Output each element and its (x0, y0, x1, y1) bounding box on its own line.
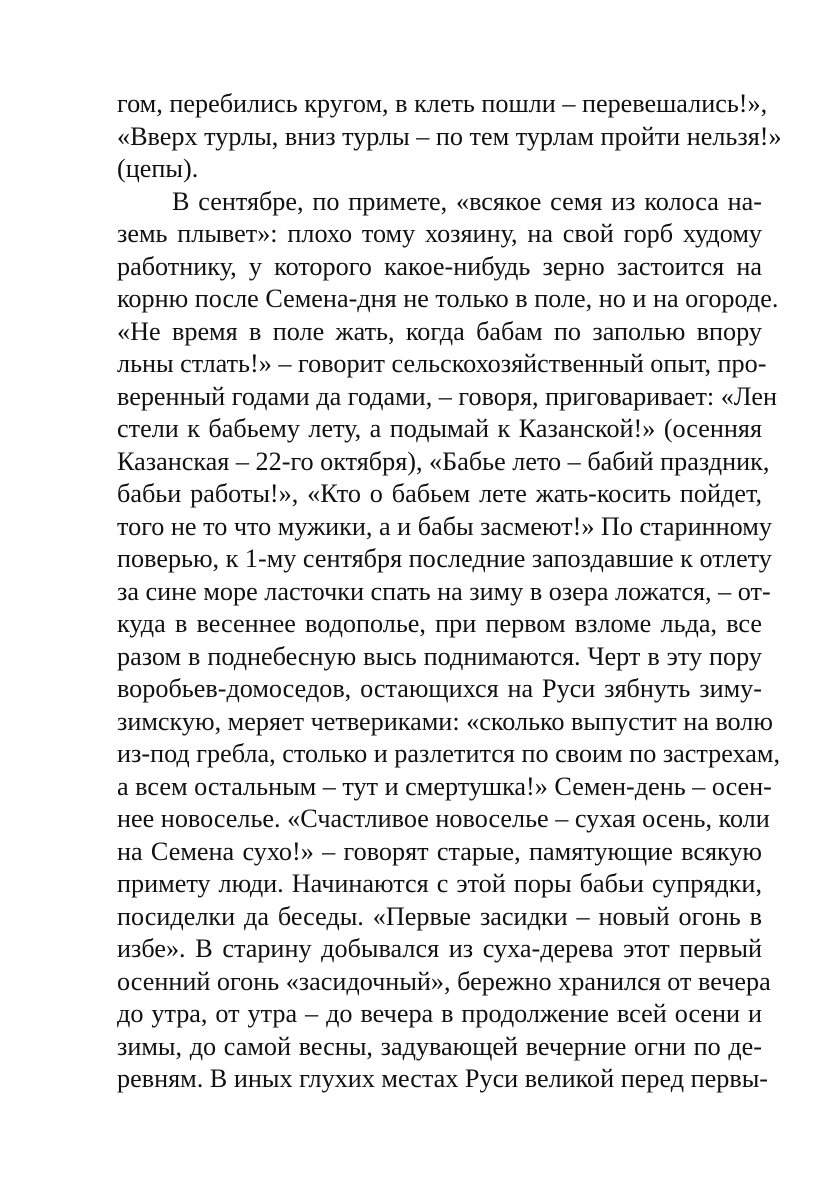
page-text-block (117, 88, 782, 1096)
text-line: «Вверх турлы, вниз турлы – по тем турлам пройти нельзя!» (117, 121, 782, 151)
text-line: Казанская – 22-го октября), «Бабье лето – бабий праздник, (117, 446, 770, 476)
text-line: гом, перебились кругом, в клеть пошли – перевешались!», (117, 89, 768, 118)
text-line: а всем остальным – тут и смертушка!» Семен-день – осен- (117, 771, 772, 801)
text-line: разом в поднебесную высь поднимаются. Черт в эту пору (117, 641, 762, 671)
text-line: избе». В старину добывался из суха-дерева этот первый (117, 934, 762, 963)
text-line: осенний огонь «засидочный», бережно хранился от вечера (117, 966, 771, 996)
paragraph-first-line: В сентябре, по примете, «всякое семя из колоса на- (172, 186, 762, 216)
text-line: стели к бабьему лету, а подымай к Казанской!» (осенняя (117, 414, 762, 443)
text-line: того не то что мужики, а и бабы засмеют!» По старинному (117, 511, 772, 541)
text-line: посиделки да беседы. «Первые засидки – новый огонь в (117, 901, 762, 931)
text-line: примету люди. Начинаются с этой поры бабьи супрядки, (117, 869, 762, 898)
text-line: земь плывет»: плохо тому хозяину, на свой горб худому (117, 219, 762, 248)
text-line: работнику, у которого какое-нибудь зерно застоится на (117, 251, 762, 281)
text-line: (цепы). (117, 154, 199, 183)
text-line: воробьев-домоседов, остающихся на Руси зябнуть зиму- (117, 674, 762, 703)
text-line: зимы, до самой весны, задувающей вечерние огни по де- (117, 1031, 762, 1061)
text-line: поверью, к 1-му сентября последние запоздавшие к отлету (117, 544, 772, 573)
text-line: льны стлать!» – говорит сельскохозяйственный опыт, про- (117, 349, 767, 378)
text-line: куда в весеннее водополье, при первом взломе льда, все (117, 609, 762, 638)
text-line: за сине море ласточки спать на зиму в озера ложатся, – от- (117, 576, 771, 606)
text-line: на Семена сухо!» – говорят старые, памятующие всякую (117, 836, 762, 866)
text-line: до утра, от утра – до вечера в продолжение всей осени и (117, 999, 762, 1028)
text-line: нее новоселье. «Счастливое новоселье – сухая осень, коли (117, 804, 770, 833)
text-line: веренный годами да годами, – говоря, приговаривает: «Лен (117, 381, 778, 411)
text-line: корню после Семена-дня не только в поле, но и на огороде. (117, 284, 779, 313)
text-line: из-под гребла, столько и разлетится по своим по застрехам, (117, 739, 781, 768)
text-line: «Не время в поле жать, когда бабам по заполью впору (117, 316, 762, 346)
text-line: ревням. В иных глухих местах Руси великой перед первы- (117, 1064, 769, 1093)
text-line: зимскую, меряет четвериками: «сколько выпустит на волю (117, 706, 773, 736)
text-line: бабьи работы!», «Кто о бабьем лете жать-косить пойдет, (117, 479, 762, 508)
